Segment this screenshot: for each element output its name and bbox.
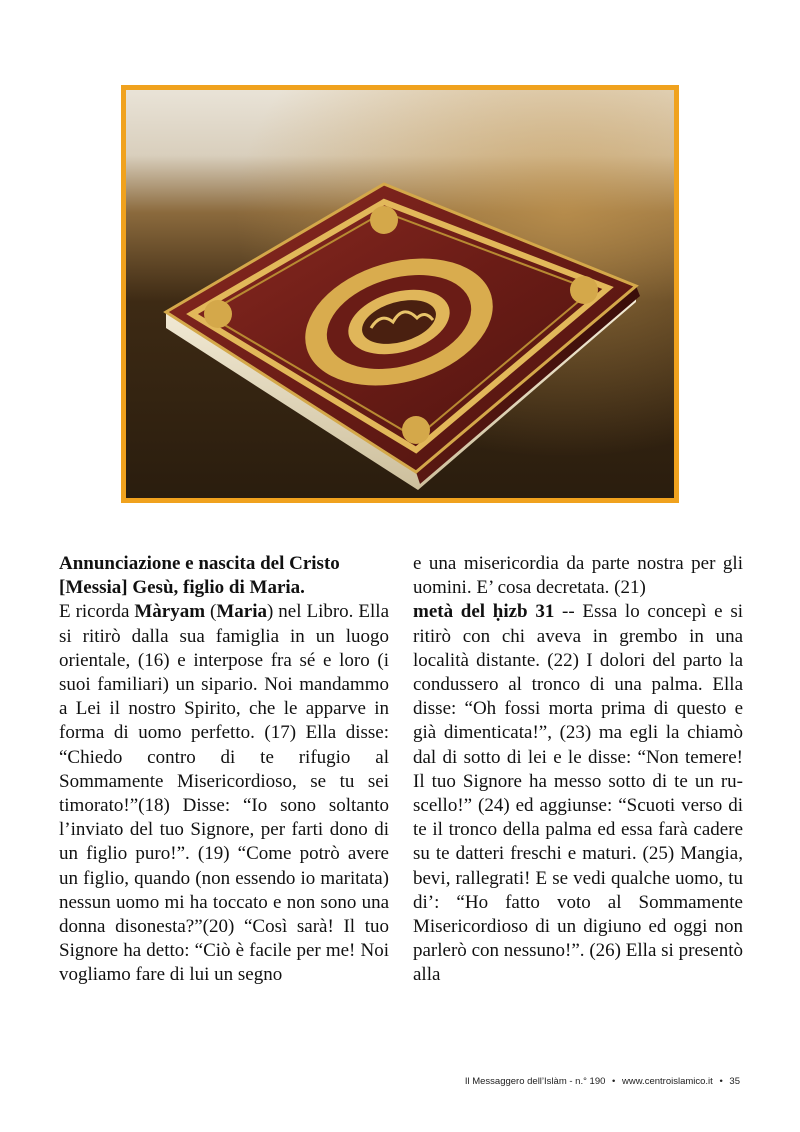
paragraph — [413, 600, 743, 987]
name-maria: Maria — [216, 601, 267, 623]
right-column — [413, 552, 743, 988]
book-photo — [126, 90, 674, 498]
website-link[interactable]: www.centroislamico.it — [622, 1076, 713, 1087]
bullet-separator: • — [612, 1076, 616, 1087]
section-heading: Annunciazione e nascita del Cristo [Messia] Gesù, figlio di Maria. — [59, 553, 340, 599]
name-maryam: Màryam — [134, 601, 206, 623]
photo-frame — [121, 85, 679, 503]
text-run: -- Essa lo concepì e si ritirò con chi aveva in grembo in una località distante. (22) I dolori del parto la condussero al tronco di una palma. Ella disse: “Oh fossi morta prima di questo e già dimenticata!”, (23) ma egli la chiamò dal di sotto di lei e le disse: “Non temere! Il tuo Signore ha messo sotto di te un ruscello!” (24) ed aggiunse: “Scuoti verso di te il tronco della palma ed essa farà cadere su te datteri freschi e maturi. (25) Mangia, bevi, rallegrati! E se vedi qualche uomo, tu di’: “Ho fatto voto al Sommamente Misericordioso di un digiuno ed oggi non parlerò con nessuno!”. (26) Ella si presentò alla — [413, 601, 743, 986]
book-illustration — [126, 90, 674, 498]
text-run: E ricorda — [59, 601, 135, 623]
paragraph: e una misericordia da parte nostra per gli uomini. E’ cosa decretata. (21) — [413, 553, 743, 599]
magazine-name: Il Messaggero dell’Islàm - n.° 190 — [464, 1076, 606, 1087]
text-run: ( — [205, 601, 217, 623]
left-column — [59, 552, 389, 988]
hizb-marker: metà del ḥizb 31 — [413, 601, 555, 623]
paragraph — [59, 600, 389, 987]
text-run: ) nel Libro. Ella si ritirò dalla sua famiglia in un luogo orientale, (16) e interpose fra sé e loro (i suoi familiari) un sipario. Noi mandammo a Lei il nostro Spirito, che le apparve in forma di uomo perfetto. (17) Ella disse: “Chiedo contro di te rifugio al Sommamente Misericordioso, se tu sei timorato!”(18) Disse: “Io sono soltanto l’inviato del tuo Signore, per farti dono di un figlio puro!”. (19) “Come potrò avere un figlio, quando (non essendo io maritata) nessun uomo mi ha toccato e non sono una donna disonesta?”(20) “Così sarà! Il tuo Signore ha detto: “Ciò è facile per me! Noi vogliamo fare di lui un segno — [59, 601, 389, 986]
page-footer — [463, 1076, 742, 1087]
page-number: 35 — [729, 1076, 740, 1087]
bullet-separator: • — [719, 1076, 723, 1087]
